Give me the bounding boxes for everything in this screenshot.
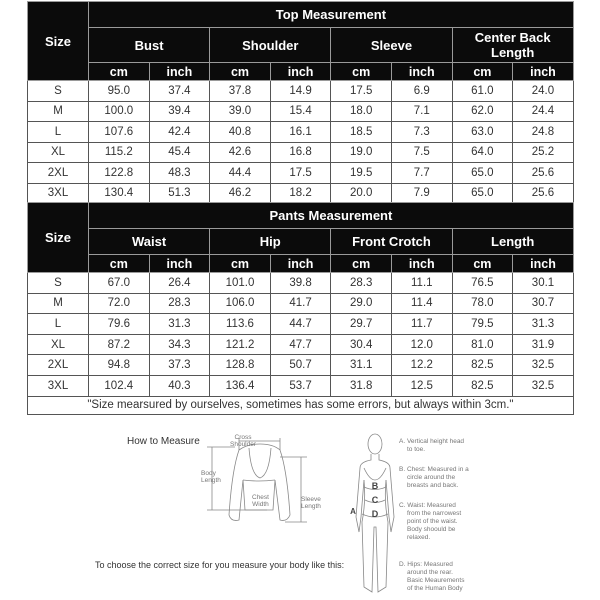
size-cell: 2XL xyxy=(28,163,89,184)
value-cell: 31.3 xyxy=(149,314,210,335)
table-row xyxy=(28,375,574,396)
value-cell: 39.4 xyxy=(149,101,210,122)
measure-instruction: To choose the correct size for you measure your body like this: xyxy=(95,560,345,570)
unit-header: cm xyxy=(89,63,150,81)
value-cell: 24.8 xyxy=(513,122,574,143)
value-cell: 45.4 xyxy=(149,142,210,163)
size-cell: 3XL xyxy=(28,375,89,396)
marker-a: A xyxy=(350,507,356,516)
value-cell: 7.3 xyxy=(391,122,452,143)
top-table-body xyxy=(28,81,574,204)
marker-c: C xyxy=(371,495,379,505)
value-cell: 63.0 xyxy=(452,122,513,143)
unit-header: inch xyxy=(270,255,331,273)
table-row xyxy=(28,334,574,355)
value-cell: 122.8 xyxy=(89,163,150,184)
size-cell: S xyxy=(28,81,89,102)
value-cell: 48.3 xyxy=(149,163,210,184)
group-header-length: Length xyxy=(452,229,573,255)
value-cell: 30.7 xyxy=(513,293,574,314)
cross-shoulder-label: Cross Shoulder xyxy=(230,434,257,448)
value-cell: 76.5 xyxy=(452,273,513,294)
value-cell: 25.6 xyxy=(513,183,574,204)
table-title: Top Measurement xyxy=(89,2,574,28)
table-title: Pants Measurement xyxy=(89,203,574,229)
value-cell: 53.7 xyxy=(270,375,331,396)
unit-header: cm xyxy=(331,63,392,81)
value-cell: 79.6 xyxy=(89,314,150,335)
marker-b: B xyxy=(371,481,379,491)
size-header: Size xyxy=(28,2,89,81)
value-cell: 14.9 xyxy=(270,81,331,102)
size-cell: XL xyxy=(28,334,89,355)
value-cell: 136.4 xyxy=(210,375,271,396)
pants-measurement-table xyxy=(27,202,574,415)
unit-header: inch xyxy=(270,63,331,81)
table-row xyxy=(28,293,574,314)
table-row xyxy=(28,355,574,376)
value-cell: 65.0 xyxy=(452,163,513,184)
value-cell: 39.0 xyxy=(210,101,271,122)
value-cell: 113.6 xyxy=(210,314,271,335)
value-cell: 17.5 xyxy=(270,163,331,184)
value-cell: 24.4 xyxy=(513,101,574,122)
unit-header: cm xyxy=(89,255,150,273)
unit-header: cm xyxy=(452,63,513,81)
value-cell: 7.1 xyxy=(391,101,452,122)
value-cell: 18.2 xyxy=(270,183,331,204)
group-header-front-crotch: Front Crotch xyxy=(331,229,452,255)
group-header-bust: Bust xyxy=(89,28,210,63)
table-row xyxy=(28,273,574,294)
value-cell: 31.3 xyxy=(513,314,574,335)
value-cell: 42.6 xyxy=(210,142,271,163)
value-cell: 128.8 xyxy=(210,355,271,376)
value-cell: 11.1 xyxy=(391,273,452,294)
value-cell: 34.3 xyxy=(149,334,210,355)
unit-header: cm xyxy=(331,255,392,273)
unit-header: inch xyxy=(391,63,452,81)
value-cell: 94.8 xyxy=(89,355,150,376)
size-cell: XL xyxy=(28,142,89,163)
size-header: Size xyxy=(28,203,89,273)
chest-width-label: Chest Width xyxy=(252,494,269,508)
value-cell: 51.3 xyxy=(149,183,210,204)
value-cell: 100.0 xyxy=(89,101,150,122)
body-length-label: Body Length xyxy=(201,470,221,484)
value-cell: 40.8 xyxy=(210,122,271,143)
value-cell: 41.7 xyxy=(270,293,331,314)
how-to-measure-title: How to Measure xyxy=(127,436,200,447)
size-cell: M xyxy=(28,293,89,314)
value-cell: 61.0 xyxy=(452,81,513,102)
value-cell: 40.3 xyxy=(149,375,210,396)
value-cell: 121.2 xyxy=(210,334,271,355)
size-cell: 2XL xyxy=(28,355,89,376)
human-body-diagram-icon xyxy=(350,432,400,597)
value-cell: 30.1 xyxy=(513,273,574,294)
value-cell: 29.0 xyxy=(331,293,392,314)
value-cell: 16.1 xyxy=(270,122,331,143)
group-header-hip: Hip xyxy=(210,229,331,255)
marker-d: D xyxy=(371,509,379,519)
unit-header: inch xyxy=(149,255,210,273)
value-cell: 101.0 xyxy=(210,273,271,294)
value-cell: 106.0 xyxy=(210,293,271,314)
unit-header: inch xyxy=(391,255,452,273)
value-cell: 65.0 xyxy=(452,183,513,204)
value-cell: 42.4 xyxy=(149,122,210,143)
table-row xyxy=(28,122,574,143)
value-cell: 37.4 xyxy=(149,81,210,102)
value-cell: 28.3 xyxy=(149,293,210,314)
value-cell: 78.0 xyxy=(452,293,513,314)
value-cell: 25.2 xyxy=(513,142,574,163)
value-cell: 130.4 xyxy=(89,183,150,204)
value-cell: 7.9 xyxy=(391,183,452,204)
value-cell: 31.1 xyxy=(331,355,392,376)
value-cell: 11.4 xyxy=(391,293,452,314)
value-cell: 28.3 xyxy=(331,273,392,294)
size-cell: L xyxy=(28,122,89,143)
unit-header: inch xyxy=(513,255,574,273)
value-cell: 12.2 xyxy=(391,355,452,376)
value-cell: 7.7 xyxy=(391,163,452,184)
table-row xyxy=(28,183,574,204)
value-cell: 46.2 xyxy=(210,183,271,204)
value-cell: 11.7 xyxy=(391,314,452,335)
value-cell: 81.0 xyxy=(452,334,513,355)
value-cell: 25.6 xyxy=(513,163,574,184)
table-row xyxy=(28,81,574,102)
unit-header: cm xyxy=(452,255,513,273)
size-cell: L xyxy=(28,314,89,335)
value-cell: 24.0 xyxy=(513,81,574,102)
value-cell: 87.2 xyxy=(89,334,150,355)
group-header-waist: Waist xyxy=(89,229,210,255)
table-row xyxy=(28,163,574,184)
value-cell: 31.9 xyxy=(513,334,574,355)
value-cell: 19.0 xyxy=(331,142,392,163)
value-cell: 82.5 xyxy=(452,355,513,376)
value-cell: 32.5 xyxy=(513,355,574,376)
value-cell: 18.5 xyxy=(331,122,392,143)
value-cell: 6.9 xyxy=(391,81,452,102)
unit-header: cm xyxy=(210,255,271,273)
value-cell: 31.8 xyxy=(331,375,392,396)
value-cell: 12.5 xyxy=(391,375,452,396)
value-cell: 79.5 xyxy=(452,314,513,335)
value-cell: 72.0 xyxy=(89,293,150,314)
value-cell: 37.3 xyxy=(149,355,210,376)
value-cell: 50.7 xyxy=(270,355,331,376)
legend-c: C. Waist: Measured from the narrowest point of the waist. Body shoould be relaxed. xyxy=(399,502,462,541)
value-cell: 19.5 xyxy=(331,163,392,184)
value-cell: 44.4 xyxy=(210,163,271,184)
size-cell: M xyxy=(28,101,89,122)
table-row xyxy=(28,101,574,122)
group-header-sleeve: Sleeve xyxy=(331,28,452,63)
legend-b: B. Chest: Measured in a circle around the breasts and back. xyxy=(399,466,469,489)
unit-header: cm xyxy=(210,63,271,81)
value-cell: 47.7 xyxy=(270,334,331,355)
value-cell: 12.0 xyxy=(391,334,452,355)
value-cell: 95.0 xyxy=(89,81,150,102)
value-cell: 62.0 xyxy=(452,101,513,122)
value-cell: 32.5 xyxy=(513,375,574,396)
unit-header: inch xyxy=(513,63,574,81)
value-cell: 44.7 xyxy=(270,314,331,335)
group-header-shoulder: Shoulder xyxy=(210,28,331,63)
value-cell: 7.5 xyxy=(391,142,452,163)
value-cell: 18.0 xyxy=(331,101,392,122)
measurement-note: "Size mearsured by ourselves, sometimes has some errors, but always within 3cm." xyxy=(28,396,574,414)
pants-table-body xyxy=(28,273,574,397)
table-row xyxy=(28,314,574,335)
value-cell: 39.8 xyxy=(270,273,331,294)
table-row xyxy=(28,142,574,163)
size-cell: S xyxy=(28,273,89,294)
value-cell: 115.2 xyxy=(89,142,150,163)
legend-d: D. Hips: Measured around the rear. Basic Meaurements of the Human Body xyxy=(399,561,465,592)
value-cell: 29.7 xyxy=(331,314,392,335)
group-header-center-back-length: Center Back Length xyxy=(452,28,573,63)
top-measurement-table xyxy=(27,1,574,204)
value-cell: 20.0 xyxy=(331,183,392,204)
value-cell: 37.8 xyxy=(210,81,271,102)
legend-a: A. Vertical height head to toe. xyxy=(399,438,465,453)
value-cell: 26.4 xyxy=(149,273,210,294)
value-cell: 17.5 xyxy=(331,81,392,102)
unit-header: inch xyxy=(149,63,210,81)
value-cell: 82.5 xyxy=(452,375,513,396)
value-cell: 30.4 xyxy=(331,334,392,355)
value-cell: 107.6 xyxy=(89,122,150,143)
size-cell: 3XL xyxy=(28,183,89,204)
value-cell: 67.0 xyxy=(89,273,150,294)
value-cell: 15.4 xyxy=(270,101,331,122)
sleeve-length-label: Sleeve Length xyxy=(301,496,321,510)
value-cell: 16.8 xyxy=(270,142,331,163)
value-cell: 64.0 xyxy=(452,142,513,163)
value-cell: 102.4 xyxy=(89,375,150,396)
